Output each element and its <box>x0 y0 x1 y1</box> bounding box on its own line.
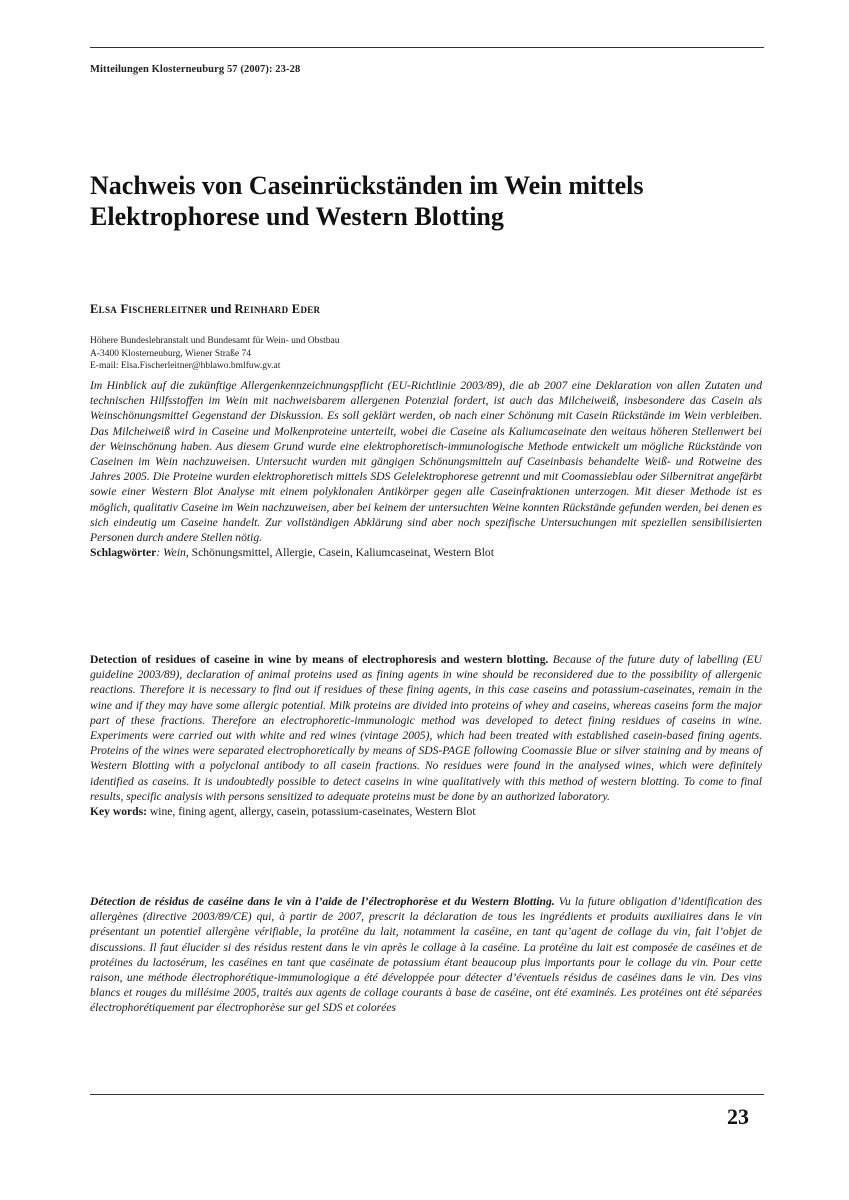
abstract-german-body: Im Hinblick auf die zukünftige Allergenkennzeichnungspflicht (EU-Richtlinie 2003/89), die ab 2007 eine Deklaration von allen Zutaten und technischen Hilfsstoffen im Wein mit nachweisbarem allergenen Potenzial fordert, ist auch das Milcheiweiß, insbesondere das Casein als Weinschönungsmittel Gegenstand der Diskussion. Es soll geklärt werden, ob nach einer Schönung mit Casein Rückstände im Wein verbleiben. Das Milcheiweiß wird in Caseine und Molkenproteine unterteilt, wobei die Caseine als Kaliumcaseinate den weitaus höheren Stellenwert bei der Weinschönung haben. Aus diesem Grund wurde eine elektrophoretisch-immunologische Methode entwickelt um mögliche Rückstände von Caseinen im Wein nachzuweisen. Untersucht wurden mit gängigen Schönungsmitteln auf Caseinbasis behandelte Weiß- und Rotweine des Jahres 2005. Die Proteine wurden elektrophoretisch mittels SDS Gelelektrophorese getrennt und mit Coomassieblau oder Silbernitrat angefärbt sowie einer Western Blot Analyse mit einem polyklonalen Antikörper gegen alle Caseinfraktionen unterzogen. Mit dieser Methode ist es möglich, qualitativ Caseine im Wein nachzuweisen, aber bei keinem der untersuchten Weine konnten Rückstände gefunden werden, bei denen es sich eindeutig um Caseine handelt. Zur vollständigen Abklärung sind aber noch spezifische Untersuchungen mit speziellen sensibilisierten Personen durch andere Stellen nötig. <box>90 379 762 545</box>
abstract-german <box>90 378 762 560</box>
keyword-first: Wein <box>163 546 186 560</box>
abstract-english <box>90 652 762 819</box>
abstract-french-title: Détection de résidus de caséine dans le vin à l’aide de l’électrophorèse et du Western Blotting. <box>90 895 555 908</box>
keywords-separator: : <box>156 546 164 560</box>
author-list <box>90 302 320 317</box>
page-number: 23 <box>727 1104 749 1129</box>
keywords-list: wine, fining agent, allergy, casein, potassium-caseinates, Western Blot <box>147 805 476 819</box>
abstract-french-body: Vu la future obligation d’identification des allergènes (directive 2003/89/CE) qui, à partir de 2007, prescrit la déclaration de tous les ingrédients et produits auxiliaires dans le vin présentant un potentiel allergène vérifiable, la protéine du lait, notamment la caséine, en tant qu’agent de collage du vin, fait l’objet de discussions. Il faut élucider si des résidus restent dans le vin après le collage à la caséine. La protéine du lait est composée de caséines et de protéines du lactosérum, les caséines en tant que caséinate de potassium étant beaucoup plus importants pour le collage du vin. Pour cette raison, une méthode électrophorétique-immunologique a été développée pour détecter d’éventuels résidus de caséines dans le vin. Des vins blancs et rouges du millésime 2005, traités aux agents de collage courants à base de caséine, ont été examinés. Les protéines ont été séparées électrophorétiquement par électrophorèse sur gel SDS et colorées <box>90 895 762 1015</box>
journal-reference: Mitteilungen Klosterneuburg 57 (2007): 23-28 <box>90 64 301 75</box>
affiliation-address: A-3400 Klosterneuburg, Wiener Straße 74 <box>90 348 251 359</box>
author-joiner: und <box>207 302 235 316</box>
abstract-english-body: Because of the future duty of labelling (EU guideline 2003/89), declaration of animal proteins used as fining agents in wine should be reconsidered due to the possibility of allergenic reactions. Therefore it is necessary to find out if residues of these fining agents, in this case caseins and potassium-caseinates, remain in the wine and if they may have some allergic potential. Milk proteins are divided into proteins of whey and caseins, whereas caseins form the major part of these fractions. Therefore an electrophoretic-immunologic method was developed to detect fining residues of caseins in wine. Experiments were carried out with white and red wines (vintage 2005), which had been treated with established casein-based fining agents. Proteins of the wines were separated electrophoretically by means of SDS-PAGE following Coomassie Blue or silver staining and by means of Western Blotting with a polyclonal antibody to all casein fractions. No residues were found in the analysed wines, which were definitely identified as caseins. It is undoubtedly possible to detect caseins in wine qualitatively with this method of western blotting. To come to final results, specific analysis with persons sensitized to adequate proteins must be done by an authorized laboratory. <box>90 653 762 803</box>
article-title-line-2: Elektrophorese und Western Blotting <box>90 202 504 231</box>
keywords-english <box>90 804 762 819</box>
author-affiliation <box>90 335 339 373</box>
affiliation-email: E-mail: Elsa.Fischerleitner@hblawo.bmlfuw.gv.at <box>90 361 281 371</box>
keywords-label: Schlagwörter <box>90 546 157 560</box>
header-rule <box>90 47 764 48</box>
abstract-english-title: Detection of residues of caseine in wine by means of electrophoresis and western blotting. <box>90 653 549 666</box>
abstract-french <box>90 894 762 1016</box>
author-name: Elsa Fischerleitner <box>90 302 208 316</box>
footer-rule <box>90 1094 764 1095</box>
article-title <box>90 170 760 232</box>
article-title-line-1: Nachweis von Caseinrückständen im Wein mittels <box>90 171 644 200</box>
affiliation-institution: Höhere Bundeslehranstalt und Bundesamt für Wein- und Obstbau <box>90 336 340 346</box>
keywords-german <box>90 545 762 560</box>
author-name: Reinhard Eder <box>234 302 321 316</box>
keywords-label: Key words: <box>90 805 147 819</box>
keywords-list: , Schönungsmittel, Allergie, Casein, Kaliumcaseinat, Western Blot <box>185 546 494 560</box>
